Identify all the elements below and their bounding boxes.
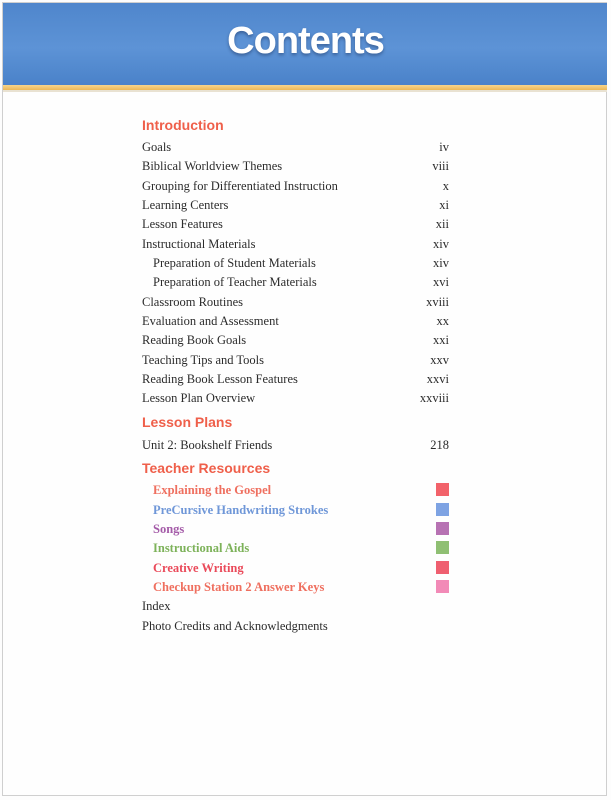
toc-entry[interactable] — [142, 597, 449, 615]
resource-entry[interactable] — [142, 481, 449, 499]
entry-label: Index — [142, 599, 171, 613]
entry-page: xiv — [433, 237, 449, 251]
toc-entry[interactable] — [142, 370, 449, 388]
toc-entry[interactable] — [142, 389, 449, 407]
entry-page: xviii — [426, 295, 449, 309]
entry-page: xiv — [433, 256, 449, 270]
toc-entry[interactable] — [142, 196, 449, 214]
resource-entry[interactable] — [142, 520, 449, 538]
entry-label: Reading Book Lesson Features — [142, 372, 298, 386]
entry-label: Creative Writing — [153, 561, 244, 575]
entry-label: Unit 2: Bookshelf Friends — [142, 438, 273, 452]
resource-entry[interactable] — [142, 578, 449, 596]
entry-page: xx — [436, 314, 449, 328]
toc-entry[interactable] — [142, 138, 449, 156]
entry-label: Teaching Tips and Tools — [142, 353, 264, 367]
color-tab-swatch — [436, 522, 449, 535]
toc-entry[interactable] — [142, 235, 449, 253]
toc-entry[interactable] — [142, 293, 449, 311]
entry-page: xxv — [430, 353, 449, 367]
color-tab-swatch — [436, 580, 449, 593]
toc-entry[interactable] — [142, 215, 449, 233]
toc-entry[interactable] — [142, 177, 449, 195]
entry-label: Lesson Features — [142, 217, 223, 231]
entry-label: Songs — [153, 522, 185, 536]
color-tab-swatch — [436, 503, 449, 516]
color-tab-swatch — [436, 541, 449, 554]
toc-entry[interactable] — [142, 436, 449, 454]
entry-label: Instructional Materials — [142, 237, 256, 251]
toc-entry[interactable] — [142, 617, 449, 635]
entry-page: x — [442, 179, 449, 193]
entry-label: Biblical Worldview Themes — [142, 159, 283, 173]
entry-label: Goals — [142, 140, 172, 154]
toc-entry[interactable] — [142, 351, 449, 369]
resource-entry[interactable] — [142, 501, 449, 519]
entry-page: xxviii — [419, 391, 449, 405]
entry-label: Learning Centers — [142, 198, 229, 212]
entry-label: Classroom Routines — [142, 295, 244, 309]
entry-label: Reading Book Goals — [142, 333, 247, 347]
banner-shadow — [3, 90, 607, 92]
entry-label: Instructional Aids — [153, 541, 250, 555]
entry-page: xvi — [433, 275, 449, 289]
entry-page: 218 — [430, 438, 449, 452]
heading-introduction: Introduction — [142, 117, 224, 133]
entry-page: xxi — [433, 333, 449, 347]
entry-label: Preparation of Teacher Materials — [153, 275, 317, 289]
entry-page: xii — [435, 217, 449, 231]
entry-page: iv — [439, 140, 449, 154]
resource-entry[interactable] — [142, 539, 449, 557]
page-title: Contents — [227, 20, 384, 62]
heading-teacher-resources: Teacher Resources — [142, 460, 271, 476]
color-tab-swatch — [436, 561, 449, 574]
entry-label: Grouping for Differentiated Instruction — [142, 179, 338, 193]
entry-label: Lesson Plan Overview — [142, 391, 256, 405]
entry-page: xi — [439, 198, 449, 212]
entry-label: Explaining the Gospel — [153, 483, 272, 497]
entry-label: Evaluation and Assessment — [142, 314, 279, 328]
entry-label: Preparation of Student Materials — [153, 256, 316, 270]
entry-label: Checkup Station 2 Answer Keys — [153, 580, 325, 594]
toc-entry[interactable] — [142, 331, 449, 349]
entry-label: PreCursive Handwriting Strokes — [153, 503, 329, 517]
color-tab-swatch — [436, 483, 449, 496]
heading-lesson-plans: Lesson Plans — [142, 414, 233, 430]
toc-entry[interactable] — [142, 157, 449, 175]
entry-page: viii — [432, 159, 449, 173]
resource-entry[interactable] — [142, 559, 449, 577]
entry-page: xxvi — [426, 372, 449, 386]
toc-entry[interactable] — [142, 312, 449, 330]
entry-label: Photo Credits and Acknowledgments — [142, 619, 328, 633]
toc-subentry[interactable] — [142, 273, 449, 291]
toc-subentry[interactable] — [142, 254, 449, 272]
